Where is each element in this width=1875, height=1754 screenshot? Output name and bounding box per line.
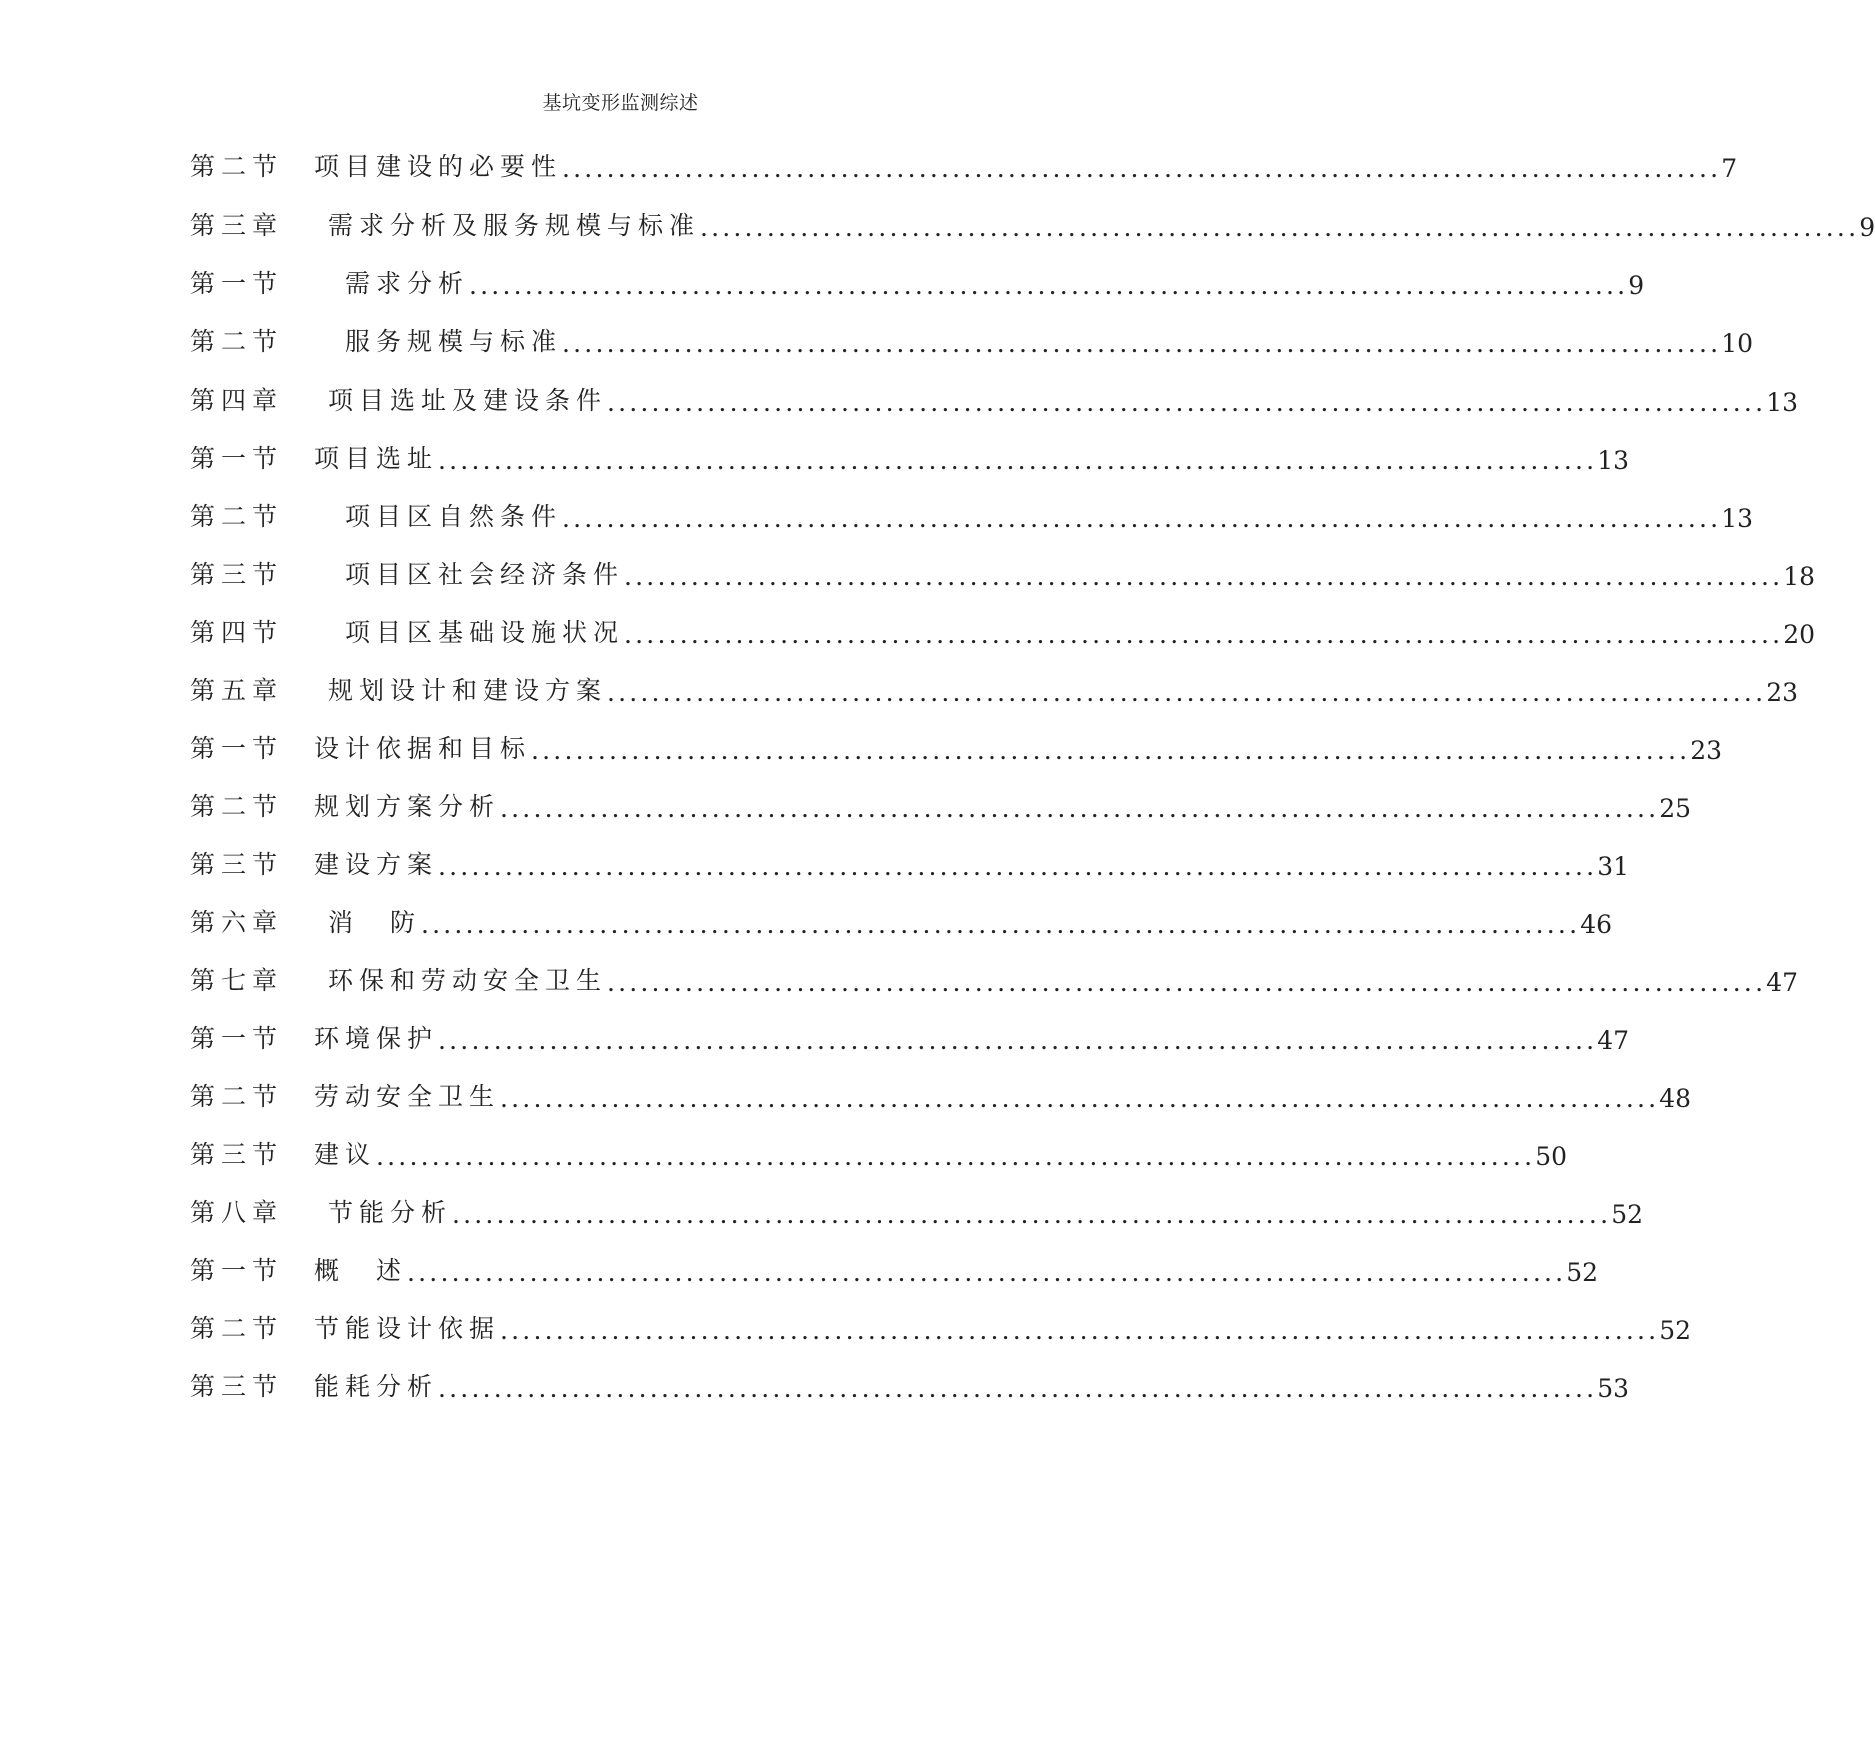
toc-leader-dots: ........................................................................................................ [438,446,1598,475]
toc-leader-dots: ........................................................................................................ [562,154,1722,183]
toc-entry[interactable] [190,609,1816,649]
toc-entry-label: 第四章 项目选址及建设条件 [190,386,607,415]
toc-entry[interactable] [190,667,1799,707]
toc-entry-label: 第五章 规划设计和建设方案 [190,676,607,705]
toc-entry-page: 9 [1859,213,1875,242]
toc-entry-label: 第二节 服务规模与标准 [190,327,563,356]
toc-entry-page: 13 [1597,446,1630,475]
toc-leader-dots: ........................................................................................................ [407,1258,1567,1287]
toc-entry[interactable] [190,899,1613,939]
toc-entry-page: 46 [1580,910,1613,939]
toc-leader-dots: ........................................................................................................ [376,1142,1536,1171]
toc-entry-label: 第二节 项目区自然条件 [190,502,563,531]
toc-entry[interactable] [190,1189,1644,1229]
toc-leader-dots: ........................................................................................................ [531,736,1691,765]
toc-entry-label: 第六章 消 防 [190,908,421,937]
toc-entry[interactable] [190,260,1645,300]
toc-entry[interactable] [190,1015,1630,1055]
toc-entry[interactable] [190,1073,1692,1113]
toc-leader-dots: ........................................................................................................ [606,678,1767,707]
toc-entry-label: 第二节 规划方案分析 [190,792,501,821]
toc-entry[interactable] [190,143,1738,183]
toc-entry-label: 第一节 项目选址 [190,444,439,473]
toc-entry[interactable] [190,725,1723,765]
toc-leader-dots: ........................................................................................................ [469,271,1629,300]
toc-entry[interactable] [190,957,1799,997]
toc-entry-label: 第二节 项目建设的必要性 [190,152,563,181]
toc-leader-dots: ........................................................................................................ [699,213,1860,242]
toc-leader-dots: ........................................................................................................ [562,504,1722,533]
toc-entry-label: 第三节 项目区社会经济条件 [190,560,625,589]
toc-entry-label: 第三节 建议 [190,1140,377,1169]
toc-entry[interactable] [190,202,1875,242]
toc-entry[interactable] [190,493,1754,533]
toc-leader-dots: ........................................................................................................ [624,620,1784,649]
toc-entry-page: 52 [1566,1258,1599,1287]
toc-entry-label: 第二节 节能设计依据 [190,1314,501,1343]
toc-entry-page: 52 [1611,1200,1644,1229]
toc-entry[interactable] [190,841,1630,881]
toc-entry-label: 第三节 能耗分析 [190,1372,439,1401]
toc-entry-page: 48 [1659,1084,1692,1113]
toc-entry-page: 23 [1690,736,1723,765]
toc-entry-label: 第四节 项目区基础设施状况 [190,618,625,647]
toc-entry-page: 7 [1721,154,1738,183]
toc-leader-dots: ........................................................................................................ [438,1026,1598,1055]
toc-entry-label: 第八章 节能分析 [190,1198,452,1227]
toc-entry[interactable] [190,318,1754,358]
toc-leader-dots: ........................................................................................................ [606,388,1767,417]
toc-entry[interactable] [190,377,1799,417]
toc-leader-dots: ........................................................................................................ [420,910,1581,939]
toc-entry[interactable] [190,1363,1630,1403]
toc-leader-dots: ........................................................................................................ [562,329,1722,358]
toc-entry-page: 47 [1597,1026,1630,1055]
toc-entry-label: 第一节 需求分析 [190,269,470,298]
toc-entry-page: 13 [1766,388,1799,417]
toc-entry-page: 23 [1766,678,1799,707]
toc-entry-page: 13 [1721,504,1754,533]
toc-entry-page: 52 [1659,1316,1692,1345]
toc-leader-dots: ........................................................................................................ [500,794,1660,823]
toc-leader-dots: ........................................................................................................ [500,1316,1660,1345]
toc-leader-dots: ........................................................................................................ [438,1374,1598,1403]
toc-leader-dots: ........................................................................................................ [451,1200,1612,1229]
toc-entry-label: 第一节 概 述 [190,1256,408,1285]
toc-entry-label: 第一节 设计依据和目标 [190,734,532,763]
toc-entry[interactable] [190,1131,1568,1171]
toc-entry-label: 第七章 环保和劳动安全卫生 [190,966,607,995]
toc-entry-page: 20 [1783,620,1816,649]
toc-entry-label: 第三章 需求分析及服务规模与标准 [190,211,700,240]
toc-leader-dots: ........................................................................................................ [624,562,1784,591]
toc-entry[interactable] [190,435,1630,475]
toc-entry[interactable] [190,551,1816,591]
toc-leader-dots: ........................................................................................................ [438,852,1598,881]
toc-leader-dots: ........................................................................................................ [500,1084,1660,1113]
toc-entry[interactable] [190,783,1692,823]
toc-entry-page: 25 [1659,794,1692,823]
toc-entry-page: 9 [1628,271,1645,300]
toc-entry-label: 第三节 建设方案 [190,850,439,879]
toc-entry-page: 53 [1597,1374,1630,1403]
toc-entry-page: 47 [1766,968,1799,997]
toc-entry-page: 50 [1535,1142,1568,1171]
toc-entry-page: 18 [1783,562,1816,591]
toc-entry-page: 10 [1721,329,1754,358]
page-header: 基坑变形监测综述 [542,92,699,114]
toc-entry-label: 第二节 劳动安全卫生 [190,1082,501,1111]
toc-entry-label: 第一节 环境保护 [190,1024,439,1053]
toc-entry-page: 31 [1597,852,1630,881]
toc-entry[interactable] [190,1305,1692,1345]
toc-leader-dots: ........................................................................................................ [606,968,1767,997]
toc-entry[interactable] [190,1247,1599,1287]
